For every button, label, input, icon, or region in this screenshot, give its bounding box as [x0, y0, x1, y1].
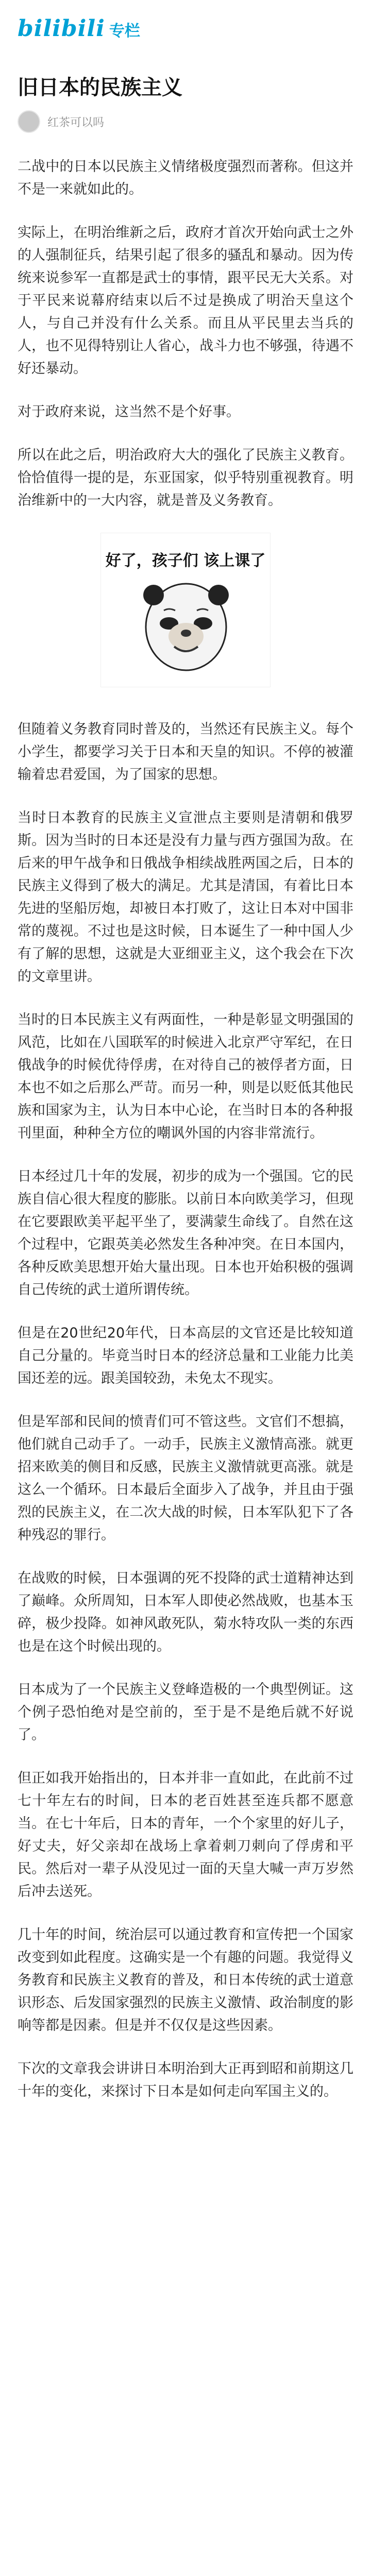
bilibili-column-logo[interactable]	[18, 15, 140, 42]
paragraph: 在战败的时候，日本强调的死不投降的武士道精神达到了巅峰。众所周知，日本军人即使必然战败，也基本玉碎，极少投降。如神风敢死队，菊水特攻队一类的东西也是在这个时候出现的。	[18, 1570, 353, 1654]
meme-image[interactable]	[100, 533, 271, 687]
paragraph: 对于政府来说，这当然不是个好事。	[18, 404, 240, 420]
paragraph: 几十年的时间，统治层可以通过教育和宣传把一个国家改变到如此程度。这确实是一个有趣的问题。我觉得义务教育和民族主义教育的普及，和日本传统的武士道意识形态、后发国家强烈的民族主义激情、政治制度的影响等都是因素。但是并不仅仅是这些因素。	[18, 1927, 353, 2033]
paragraph: 所以在此之后，明治政府大大的强化了民族主义教育。恰恰值得一提的是，东亚国家，似乎特别重视教育。明治维新中的一大内容，就是普及义务教育。	[18, 447, 353, 509]
paragraph: 但是军部和民间的愤青们可不管这些。文官们不想搞，他们就自己动手了。一动手，民族主义激情高涨。就更招来欧美的侧目和反感，民族主义激情就更高涨。就是这么一个循环。日本最后全面步入了战争，并且由于强烈的民族主义，在二次大战的时候，日本军队犯下了各种残忍的罪行。	[18, 1414, 353, 1543]
meme-caption: 好了，孩子们 该上课了	[105, 552, 266, 570]
brand-section: 专栏	[109, 22, 140, 40]
author-row[interactable]	[18, 110, 104, 133]
panda-meme-icon	[143, 580, 229, 672]
paragraph: 但正如我开始指出的，日本并非一直如此，在此前不过七十年左右的时间，日本的老百姓甚至连兵都不愿意当。在七十年后，日本的青年，一个个家里的好儿子，好丈夫，好父亲却在战场上拿着刺刀刺向了俘虏和平民。然后对一辈子从没见过一面的天皇大喊一声万岁然后冲去送死。	[18, 1770, 353, 1900]
article-body	[18, 156, 353, 2124]
paragraph: 日本成为了一个民族主义登峰造极的一个典型例证。这个例子恐怕绝对是空前的，至于是不是绝后就不好说了。	[18, 1682, 353, 1743]
paragraph: 但是在20世纪20年代，日本高层的文官还是比较知道自己分量的。毕竟当时日本的经济总量和工业能力比美国还差的远。跟美国较劲，未免太不现实。	[18, 1325, 353, 1386]
article-title: 旧日本的民族主义	[18, 76, 182, 99]
paragraph: 实际上，在明治维新之后，政府才首次开始向武士之外的人强制征兵，结果引起了很多的骚乱和暴动。因为传统来说参军一直都是武士的事情，跟平民无大关系。对于平民来说幕府结束以后不过是换成了明治天皇这个人，与自己并没有什么关系。而且从平民里去当兵的人，也不见得特别让人省心，战斗力也不够强，待遇不好还暴动。	[18, 225, 353, 377]
avatar[interactable]	[18, 110, 40, 133]
paragraph: 二战中的日本以民族主义情绪极度强烈而著称。但这并不是一来就如此的。	[18, 159, 353, 197]
paragraph: 但随着义务教育同时普及的，当然还有民族主义。每个小学生，都要学习关于日本和天皇的知识。不停的被灌输着忠君爱国，为了国家的思想。	[18, 721, 353, 783]
paragraph: 当时日本教育的民族主义宣泄点主要则是清朝和俄罗斯。因为当时的日本还是没有力量与西方强国为敌。在后来的甲午战争和日俄战争相续战胜两国之后，日本的民族主义得到了极大的满足。尤其是清国，有着比日本先进的坚船厉炮，却被日本打败了，这让日本对中国非常的蔑视。不过也是这时候，日本诞生了一种中国人少有了解的思想，这就是大亚细亚主义，这个我会在下次的文章里讲。	[18, 810, 353, 985]
brand-mark: bilibili	[18, 15, 105, 42]
app-header	[0, 0, 371, 61]
paragraph: 下次的文章我会讲讲日本明治到大正再到昭和前期这几十年的变化，来探讨下日本是如何走向军国主义的。	[18, 2061, 353, 2099]
paragraph: 日本经过几十年的发展，初步的成为一个强国。它的民族自信心很大程度的膨胀。以前日本向欧美学习，但现在它要跟欧美平起平坐了，要满蒙生命线了。自然在这个过程中，它跟英美必然发生各种冲突。在日本国内，各种反欧美思想开始大量出现。日本也开始积极的强调自己传统的武士道所谓传统。	[18, 1168, 353, 1298]
paragraph: 当时的日本民族主义有两面性，一种是彰显文明强国的风范，比如在八国联军的时候进入北京严守军纪，在日俄战争的时候优待俘虏，在对待自己的被俘者方面，日本也不如之后那么严苛。而另一种，则是以贬低其他民族和国家为主，认为日本中心论，在当时日本的各种报刊里面，种种全方位的嘲讽外国的内容非常流行。	[18, 1012, 353, 1141]
author-name[interactable]: 红茶可以吗	[47, 116, 105, 129]
